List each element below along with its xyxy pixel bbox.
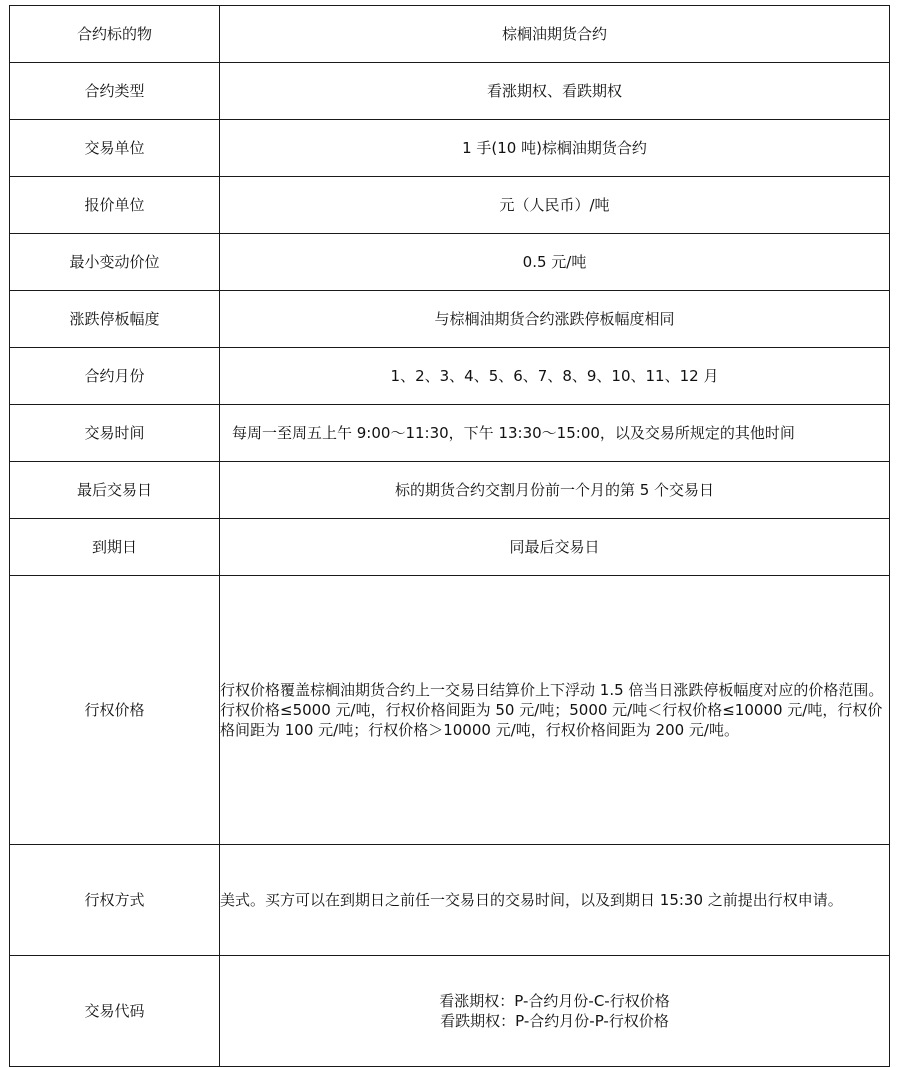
row-value: 每周一至周五上午 9:00～11:30，下午 13:30～15:00，以及交易所规定的其他时间 <box>220 405 890 462</box>
row-label: 合约月份 <box>10 348 220 405</box>
table-row-contract-type <box>10 63 890 120</box>
row-value: 美式。买方可以在到期日之前任一交易日的交易时间，以及到期日 15:30 之前提出行权申请。 <box>220 845 890 956</box>
row-label: 最小变动价位 <box>10 234 220 291</box>
row-value: 与棕榈油期货合约涨跌停板幅度相同 <box>220 291 890 348</box>
row-value <box>220 956 890 1067</box>
table-row-contract-months <box>10 348 890 405</box>
row-label: 最后交易日 <box>10 462 220 519</box>
table-row-trading-hours <box>10 405 890 462</box>
row-label: 行权价格 <box>10 576 220 845</box>
row-value: 标的期货合约交割月份前一个月的第 5 个交易日 <box>220 462 890 519</box>
contract-spec-table <box>9 5 890 1067</box>
table-row-expiration-day <box>10 519 890 576</box>
row-value: 1 手(10 吨)棕榈油期货合约 <box>220 120 890 177</box>
row-label: 交易单位 <box>10 120 220 177</box>
table-row-trading-unit <box>10 120 890 177</box>
row-value: 行权价格覆盖棕榈油期货合约上一交易日结算价上下浮动 1.5 倍当日涨跌停板幅度对应的价格范围。行权价格≤5000 元/吨，行权价格间距为 50 元/吨；5000 元/吨＜行权价格≤10000 元/吨，行权价格间距为 100 元/吨；行权价格＞10000 元/吨，行权价格间距为 200 元/吨。 <box>220 576 890 845</box>
table-row-last-trading-day <box>10 462 890 519</box>
put-option-code: 看跌期权：P-合约月份-P-行权价格 <box>440 1012 669 1030</box>
row-label: 到期日 <box>10 519 220 576</box>
row-value: 看涨期权、看跌期权 <box>220 63 890 120</box>
row-value: 0.5 元/吨 <box>220 234 890 291</box>
row-label: 行权方式 <box>10 845 220 956</box>
table-row-price-limit <box>10 291 890 348</box>
row-label: 合约类型 <box>10 63 220 120</box>
table-row-strike-price <box>10 576 890 845</box>
row-value: 棕榈油期货合约 <box>220 6 890 63</box>
table-row-quote-unit <box>10 177 890 234</box>
table-row-tick-size <box>10 234 890 291</box>
row-label: 报价单位 <box>10 177 220 234</box>
row-value: 同最后交易日 <box>220 519 890 576</box>
table-row-underlying <box>10 6 890 63</box>
call-option-code: 看涨期权：P-合约月份-C-行权价格 <box>439 992 670 1010</box>
row-label: 合约标的物 <box>10 6 220 63</box>
row-value: 1、2、3、4、5、6、7、8、9、10、11、12 月 <box>220 348 890 405</box>
table-row-trading-code <box>10 956 890 1067</box>
row-label: 交易代码 <box>10 956 220 1067</box>
row-label: 交易时间 <box>10 405 220 462</box>
row-label: 涨跌停板幅度 <box>10 291 220 348</box>
row-value: 元（人民币）/吨 <box>220 177 890 234</box>
table-row-exercise-method <box>10 845 890 956</box>
